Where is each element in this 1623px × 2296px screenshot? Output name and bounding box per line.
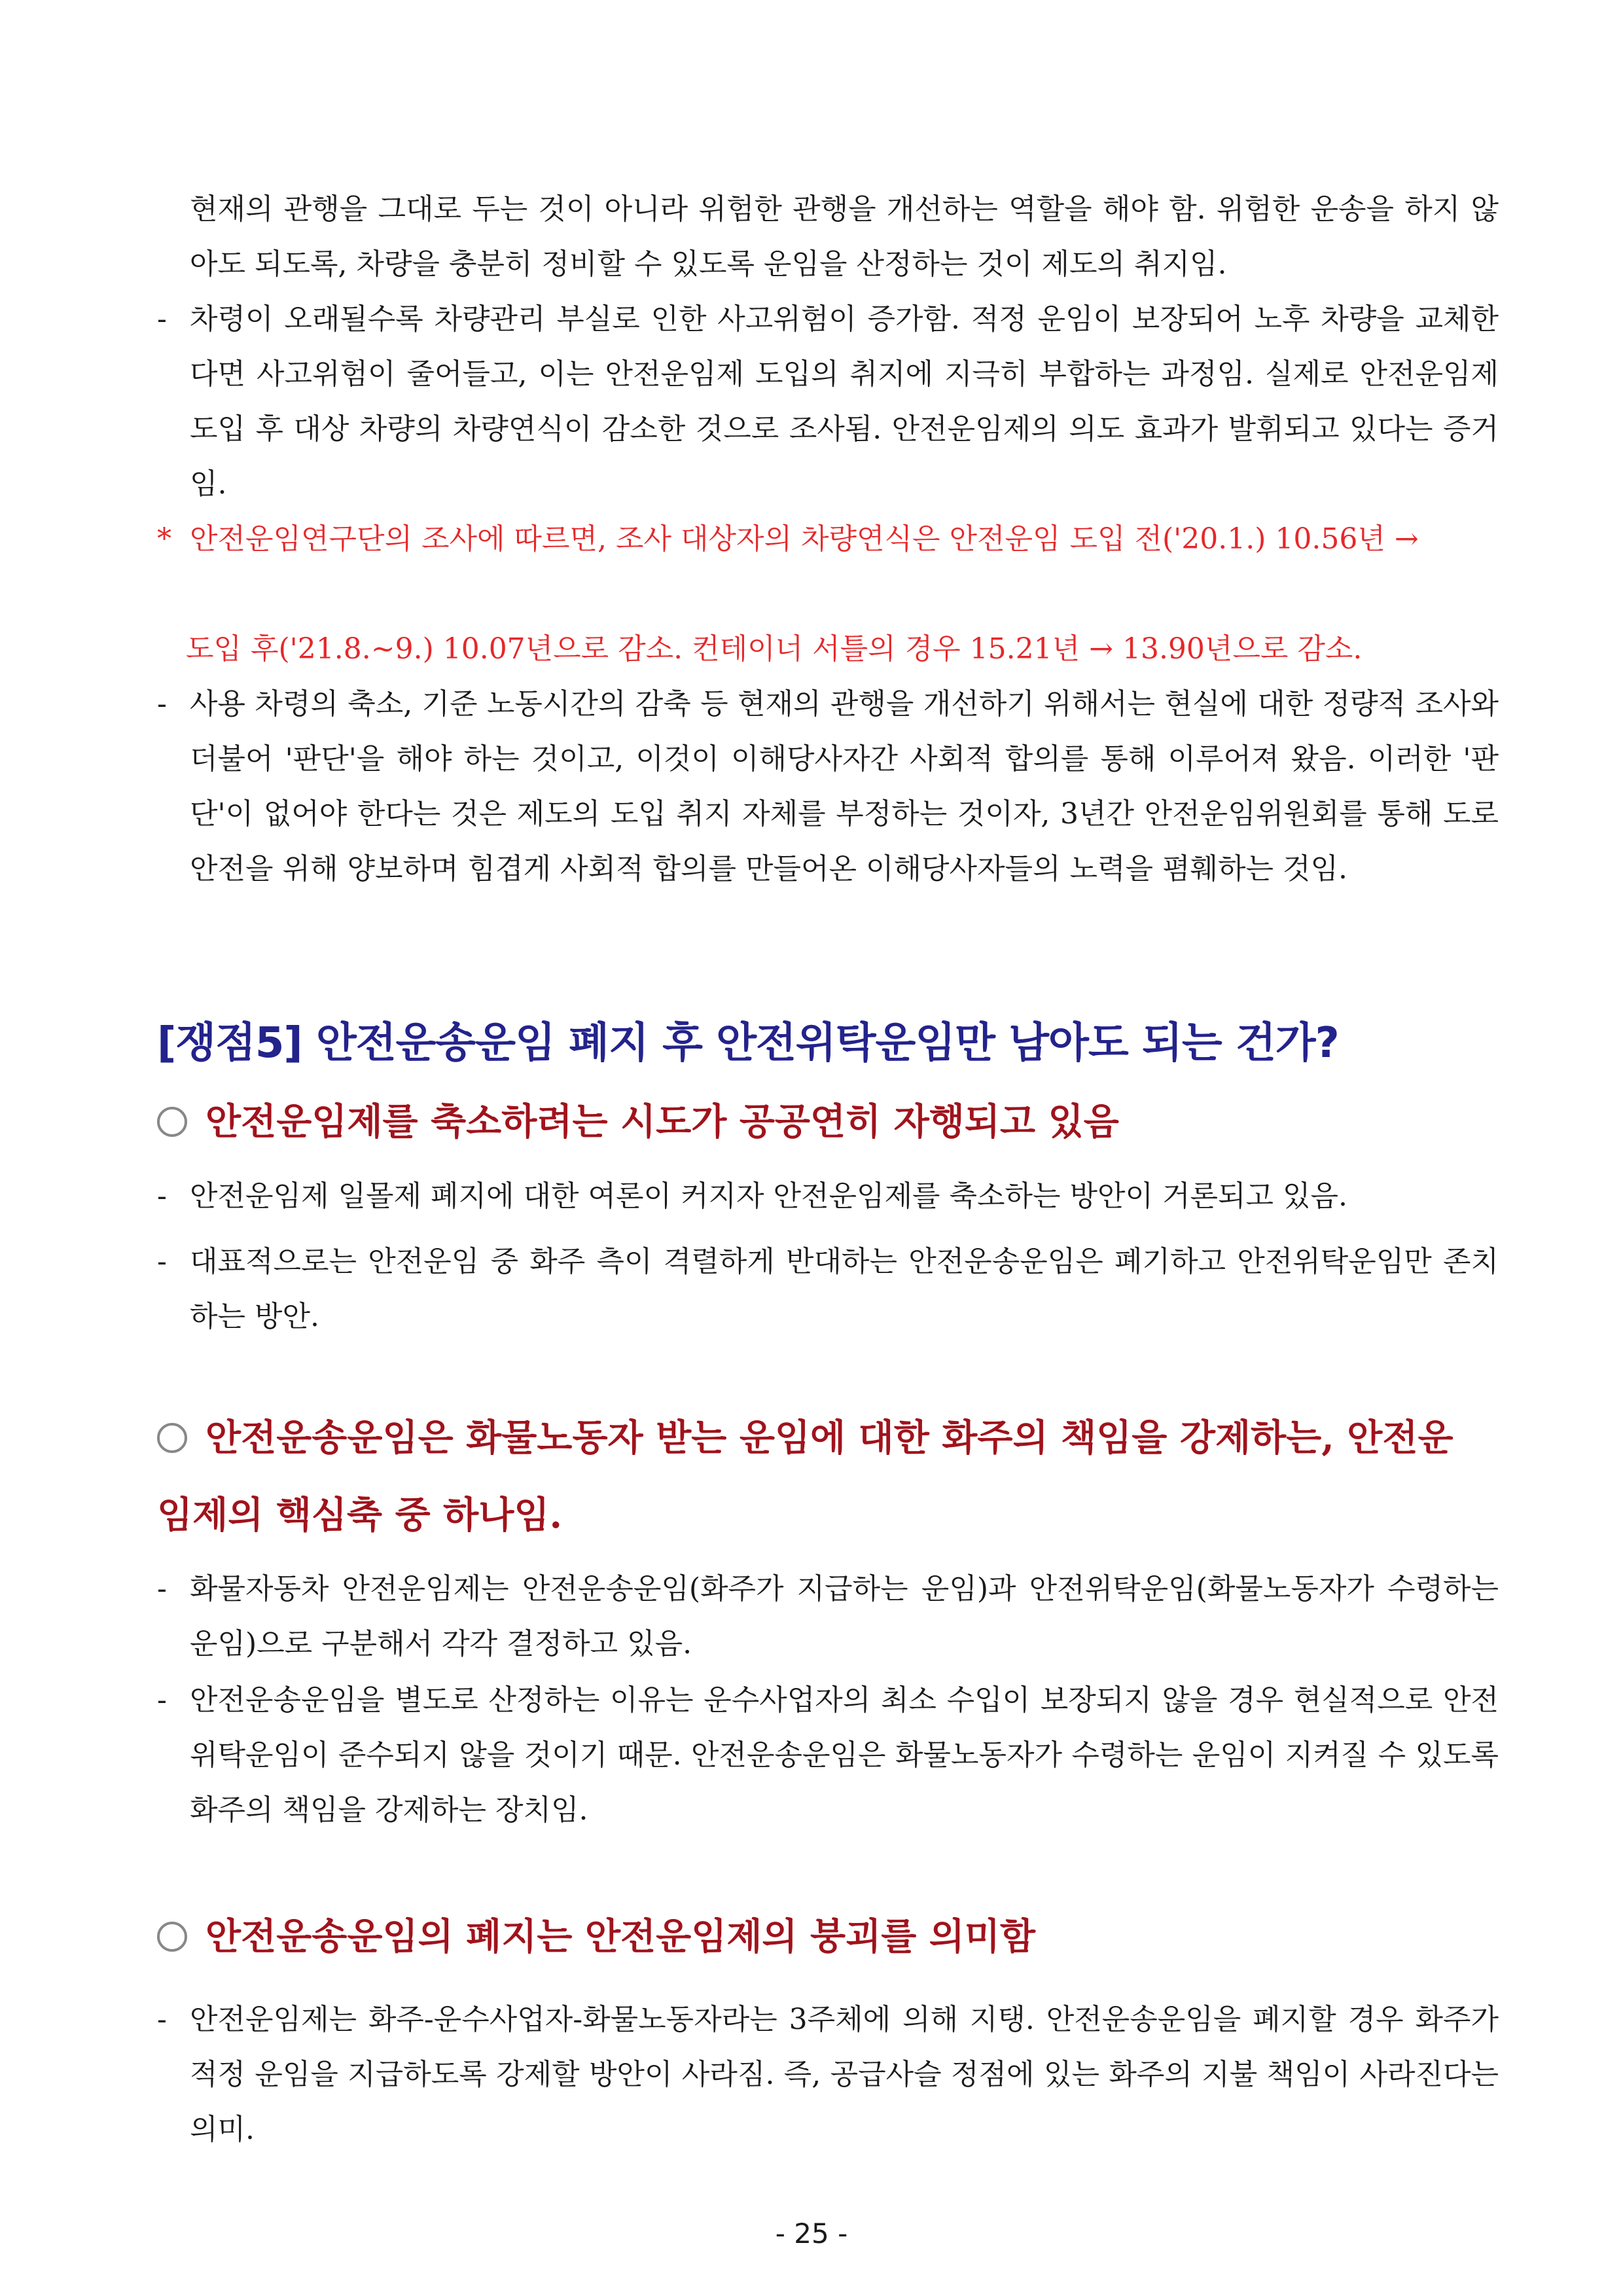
bullet-text: 사용 차령의 축소, 기준 노동시간의 감축 등 현재의 관행을 개선하기 위해서는 현실에 대한 정량적 조사와 더불어 '판단'을 해야 하는 것이고, 이것이 이해당사자간 사회적 합의를 통해 이루어져 왔음. 이러한 '판단'이 없어야 한다는 것은 제도의 도입 취지 자체를 부정하는 것이자, 3년간 안전운임위원회를 통해 도로 안전을 위해 양보하며 힘겹게 사회적 합의를 만들어온 이해당사자들의 노력을 폄훼하는 것임. <box>190 687 1499 886</box>
bullet-text: 안전운임제는 화주-운수사업자-화물노동자라는 3주체에 의해 지탱. 안전운송운임을 폐지할 경우 화주가 적정 운임을 지급하도록 강제할 방안이 사라짐. 즉, 공급사슬 정점에 있는 화주의 지불 책임이 사라진다는 의미. <box>190 2003 1499 2146</box>
bullet-item <box>157 1562 1499 1672</box>
paragraph-text: 현재의 관행을 그대로 두는 것이 아니라 위험한 관행을 개선하는 역할을 해야 함. 위험한 운송을 하지 않아도 되도록, 차량을 충분히 정비할 수 있도록 운임을 산정하는 것이 제도의 취지임. <box>190 192 1499 281</box>
note-text: 도입 후('21.8.~9.) 10.07년으로 감소. 컨테이너 서틀의 경우 15.21년 → 13.90년으로 감소. <box>186 632 1363 666</box>
bullet-item <box>157 1992 1499 2157</box>
bullet-item <box>157 1234 1499 1344</box>
dash-bullet: - <box>157 1179 167 1213</box>
bullet-item <box>157 1673 1499 1838</box>
bullet-text: 대표적으로는 안전운임 중 화주 측이 격렬하게 반대하는 안전운송운임은 폐기하고 안전위탁운임만 존치하는 방안. <box>190 1245 1499 1333</box>
page-number: - 25 - <box>775 2217 848 2250</box>
dash-bullet: - <box>157 302 167 336</box>
paragraph-continuation <box>157 182 1499 292</box>
subsection-heading-text: 안전운송운임은 화물노동자 받는 운임에 대한 화주의 책임을 강제하는, 안전운임제의 핵심축 중 하나임. <box>157 1416 1454 1537</box>
subsection-heading-text: 안전운송운임의 폐지는 안전운임제의 붕괴를 의미함 <box>205 1915 1036 1958</box>
subsection-heading-text: 안전운임제를 축소하려는 시도가 공공연히 자행되고 있음 <box>205 1100 1119 1143</box>
subsection-heading <box>157 1083 1466 1160</box>
bullet-text: 차령이 오래될수록 차량관리 부실로 인한 사고위험이 증가함. 적정 운임이 보장되어 노후 차량을 교체한다면 사고위험이 줄어들고, 이는 안전운임제 도입의 취지에 지극히 부합하는 과정임. 실제로 안전운임제 도입 후 대상 차량의 차량연식이 감소한 것으로 조사됨. 안전운임제의 의도 효과가 발휘되고 있다는 증거임. <box>190 302 1499 501</box>
circle-icon <box>157 1107 187 1137</box>
dash-bullet: - <box>157 1572 167 1605</box>
circle-icon <box>157 1423 187 1453</box>
subsection-heading <box>157 1898 1466 1975</box>
bullet-text: 화물자동차 안전운임제는 안전운송운임(화주가 지급하는 운임)과 안전위탁운임(화물노동자가 수령하는 운임)으로 구분해서 각각 결정하고 있음. <box>190 1572 1499 1660</box>
asterisk-bullet: * <box>157 522 171 556</box>
dash-bullet: - <box>157 687 167 721</box>
circle-icon <box>157 1922 187 1952</box>
subsection-heading <box>157 1399 1466 1554</box>
note-item <box>157 512 1499 567</box>
bullet-item <box>157 292 1499 512</box>
bullet-text: 안전운임제 일몰제 폐지에 대한 여론이 커지자 안전운임제를 축소하는 방안이 거론되고 있음. <box>190 1179 1347 1213</box>
note-text: 안전운임연구단의 조사에 따르면, 조사 대상자의 차량연식은 안전운임 도입 전('20.1.) 10.56년 → <box>190 522 1419 556</box>
dash-bullet: - <box>157 1683 167 1717</box>
bullet-item <box>157 1169 1499 1224</box>
dash-bullet: - <box>157 1245 167 1278</box>
bullet-item <box>157 677 1499 897</box>
dash-bullet: - <box>157 2003 167 2036</box>
section-title: [쟁점5] 안전운송운임 폐지 후 안전위탁운임만 남아도 되는 건가? <box>157 1019 1339 1067</box>
note-continuation <box>157 622 1495 677</box>
bullet-text: 안전운송운임을 별도로 산정하는 이유는 운수사업자의 최소 수입이 보장되지 않을 경우 현실적으로 안전위탁운임이 준수되지 않을 것이기 때문. 안전운송운임은 화물노동자가 수령하는 운임이 지켜질 수 있도록 화주의 책임을 강제하는 장치임. <box>190 1683 1499 1827</box>
